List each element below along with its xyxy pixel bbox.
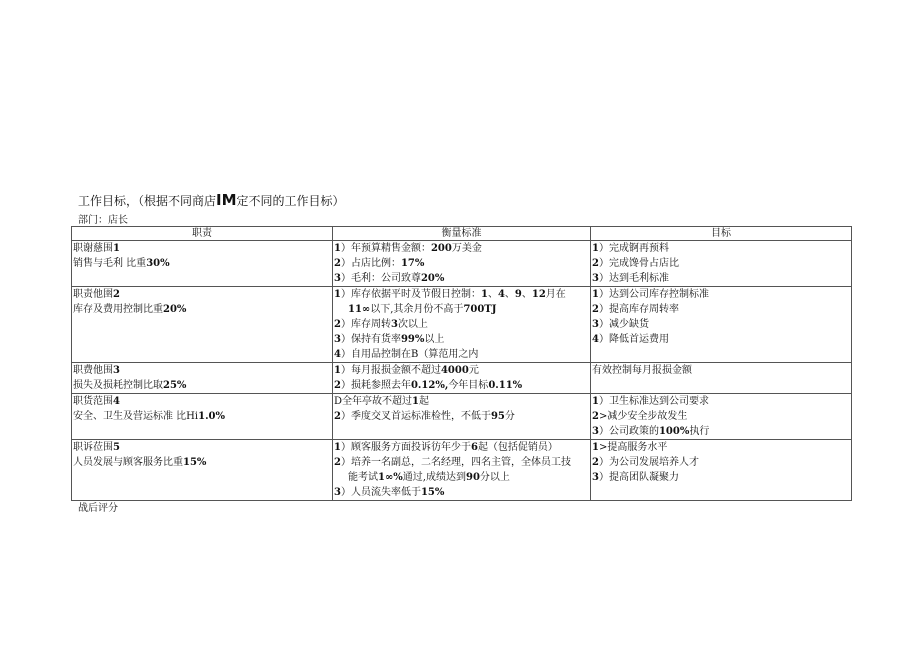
duty-scope: 职费他围3 <box>73 365 120 376</box>
target-cell <box>591 241 852 287</box>
standard-item: 2）培养一名副总，二名经理，四名主管，全体员工技 <box>334 457 571 468</box>
standard-item: 1）库存依据平时及节假日控制：1、4、9、12月在 <box>334 289 566 300</box>
duty-scope: 职诉莅围5 <box>73 442 120 453</box>
duty-scope: 职谢慈围1 <box>73 243 120 254</box>
table-header-row <box>72 227 852 241</box>
column-header-standard: 衡量标准 <box>333 227 591 241</box>
standard-item: 1）年预算精售金额：200万美金 <box>334 243 482 254</box>
target-cell <box>591 440 852 501</box>
target-item: 4）降低首运费用 <box>592 334 669 345</box>
target-item: 2>减少安全步故发生 <box>592 411 688 422</box>
column-header-duty: 职责 <box>72 227 333 241</box>
duty-weight: 损失及损耗控制比取25% <box>73 380 187 391</box>
standard-item: 3）保持有货率99%以上 <box>334 334 445 345</box>
duty-scope: 职货范围4 <box>73 396 120 407</box>
target-item: 1）卫生标准达到公司要求 <box>592 396 709 407</box>
target-item: 3）公司政策的100%执行 <box>592 426 710 437</box>
title-part1: 工作目标，（根据不同商店 <box>78 194 217 208</box>
duty-cell <box>72 363 333 394</box>
standard-item: 11∞以下,其余月份不高于700TJ <box>348 304 497 315</box>
standard-item: 3）人员流失率低于15% <box>334 487 445 498</box>
standard-item: 能考试1∞%通过,成绩达到90分以上 <box>348 472 510 483</box>
target-item: 2）完成馋骨占店比 <box>592 258 679 269</box>
duty-cell <box>72 394 333 440</box>
duty-weight: 销售与毛利 比重30% <box>73 258 170 269</box>
department-label: 部门：店长 <box>78 215 128 226</box>
standard-item: 2）占店比例：17% <box>334 258 425 269</box>
standard-item: 2）季度交叉首运标准检性，不低于95分 <box>334 411 515 422</box>
table-row <box>72 394 852 440</box>
table-row <box>72 440 852 501</box>
standard-cell <box>333 363 591 394</box>
standard-item: 4）自用品控制在B（算范用之内 <box>334 349 479 360</box>
evaluation-footer: 战后评分 <box>78 503 118 514</box>
duty-scope: 职责他圉2 <box>73 289 120 300</box>
target-item: 3）减少缺货 <box>592 319 649 330</box>
standard-cell <box>333 241 591 287</box>
standard-item: 1）每月报损金额不超过4000元 <box>334 365 479 376</box>
duty-weight: 人员发展与顾客服务比重15% <box>73 457 207 468</box>
duty-weight: 库存及费用控制比重20% <box>73 304 187 315</box>
target-item: 有效控制每月报损金额 <box>592 365 692 376</box>
table-row <box>72 241 852 287</box>
duty-cell <box>72 440 333 501</box>
standard-cell <box>333 440 591 501</box>
standard-item: 2）库存周转3次以上 <box>334 319 428 330</box>
standard-item: D全年亭故不超过1起 <box>334 396 429 407</box>
target-item: 3）提高团队凝聚力 <box>592 472 679 483</box>
column-header-target: 目标 <box>591 227 852 241</box>
standard-cell <box>333 287 591 363</box>
duty-weight: 安全、卫生及营运标准 比Hi1.0% <box>73 411 226 422</box>
standard-item: 2）损耗参照去年0.12%,今年目标0.11% <box>334 380 523 391</box>
target-cell <box>591 363 852 394</box>
target-cell <box>591 394 852 440</box>
target-item: 2）提高库存周转率 <box>592 304 679 315</box>
title-part2: 定不同的工作目标） <box>236 194 345 208</box>
target-item: 1）达到公司库存控制标准 <box>592 289 709 300</box>
target-item: 2）为公司发展培养人才 <box>592 457 699 468</box>
goals-table <box>71 226 852 501</box>
table-row <box>72 363 852 394</box>
table-row <box>72 287 852 363</box>
target-item: 1>提高服务水平 <box>592 442 668 453</box>
duty-cell <box>72 287 333 363</box>
target-item: 1）完成锕再预料 <box>592 243 669 254</box>
duty-cell <box>72 241 333 287</box>
target-item: 3）达到毛利标准 <box>592 273 669 284</box>
page-title <box>78 191 345 209</box>
title-emphasis: IM <box>216 191 237 209</box>
standard-item: 1）顾客服务方面投诉彷年少于6起（包括促销员） <box>334 442 558 453</box>
target-cell <box>591 287 852 363</box>
standard-item: 3）毛利：公司致尊20% <box>334 273 445 284</box>
standard-cell <box>333 394 591 440</box>
